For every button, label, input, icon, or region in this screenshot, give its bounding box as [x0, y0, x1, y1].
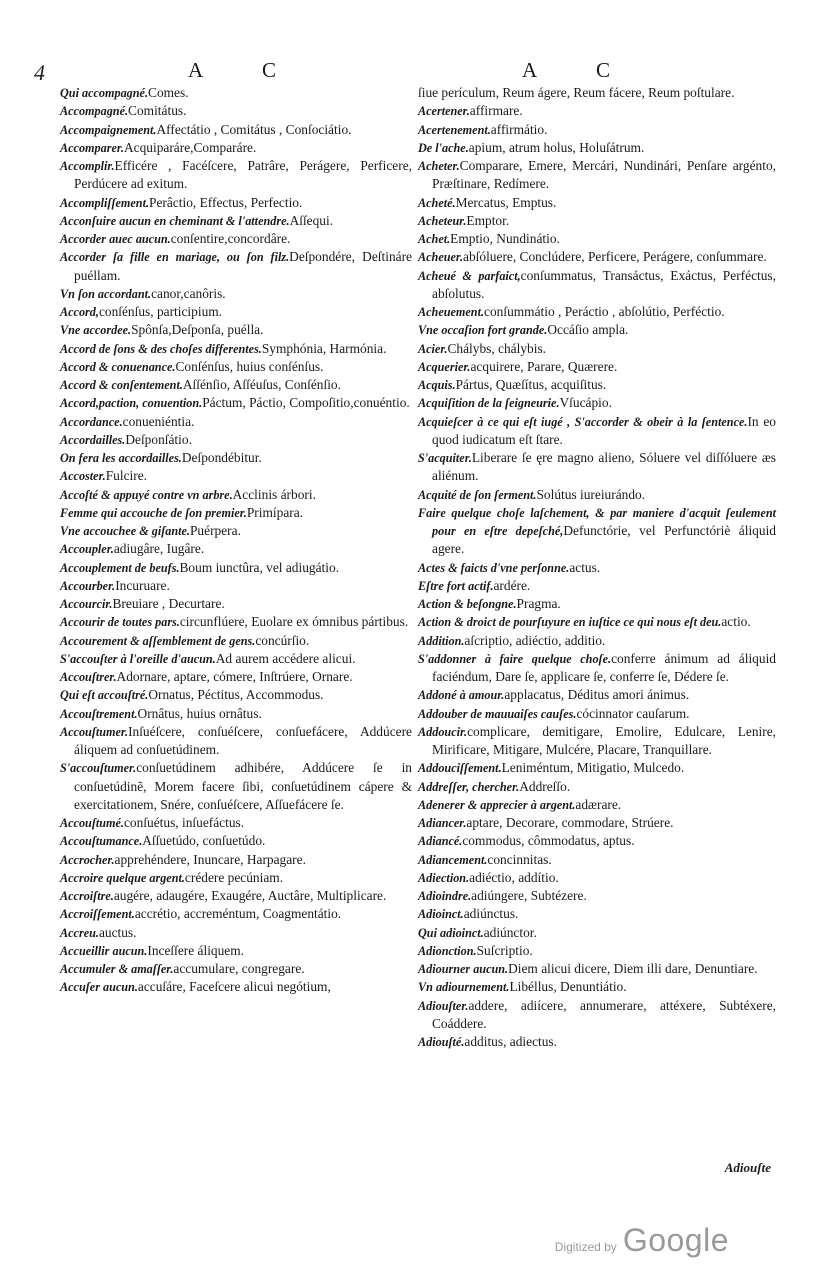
dictionary-entry	[60, 686, 412, 704]
entry-translation: aptare, Decorare, commodare, Strúere.	[466, 815, 674, 830]
dictionary-entry	[418, 121, 776, 139]
dictionary-entry	[60, 504, 412, 522]
entry-translation: conſuetúdinem adhibére, Addúcere ſe in conſuetúdinẽ, Morem facere ſibi, conſuetúdinem cápere & exercitationem, Snére, conſuéſcere, Aſſuefácere ſe.	[74, 760, 412, 812]
dictionary-entry	[60, 759, 412, 814]
entry-headword: Accordailles.	[60, 432, 126, 447]
entry-headword: Femme qui accouche de ſon premier.	[60, 505, 247, 520]
dictionary-entry	[418, 230, 776, 248]
dictionary-entry	[418, 960, 776, 978]
entry-translation: Comparare, Emere, Mercári, Nundinári, Penſare argénto, Præſtinare, Redímere.	[432, 158, 776, 192]
header-letter-left-a: A	[188, 58, 205, 82]
header-letter-right-c: C	[596, 58, 612, 82]
dictionary-entry	[60, 978, 412, 996]
entry-translation: Incuruare.	[115, 577, 170, 593]
entry-translation: In eo quod iudicatum eſt ſtare.	[432, 413, 776, 447]
dictionary-entry	[418, 632, 776, 650]
entry-translation: Defunctórie, vel Perfunctóriè áliquid agere.	[432, 523, 776, 557]
entry-translation: Primípara.	[246, 504, 304, 520]
dictionary-entry	[60, 303, 412, 321]
dictionary-entry	[418, 595, 776, 613]
entry-translation: Adornare, aptare, cómere, Inſtrúere, Ornare.	[116, 669, 353, 684]
dictionary-entry	[60, 869, 412, 887]
entry-headword: Accord de ſons & des choſes differentes.	[60, 341, 262, 356]
entry-translation: conſummátio , Peráctio , abſolútio, Perféctio.	[484, 304, 725, 319]
dictionary-entry	[60, 632, 412, 650]
dictionary-entry	[60, 212, 412, 230]
entry-headword: Acquieſcer à ce qui eſt iugé , S'accorder & obeir à la ſentence.	[418, 414, 748, 429]
entry-translation: Spônſa,Deſponſa, puélla.	[131, 322, 264, 338]
entry-headword: Accoſté & appuyé contre vn arbre.	[60, 487, 233, 502]
entry-translation: conſentire,concordâre.	[170, 231, 291, 246]
entry-headword: Accouſtrement.	[60, 706, 138, 721]
entry-headword: Accouſtrer.	[60, 670, 117, 684]
entry-headword: Accrocher.	[60, 852, 115, 867]
entry-headword: Accumuler & amaſſer.	[60, 962, 174, 976]
dictionary-entry	[60, 467, 412, 485]
entry-headword: On fera les accordailles.	[60, 451, 182, 465]
entry-translation: canor,canôris.	[151, 285, 226, 301]
entry-headword: Acheué & parfaict,	[418, 268, 521, 283]
dictionary-entry	[60, 413, 412, 431]
entry-translation: apium, atrum holus, Holuſátrum.	[468, 139, 645, 155]
entry-headword: Adioindre.	[418, 889, 472, 903]
entry-headword: Adiection.	[418, 870, 470, 885]
entry-headword: Vne accordee.	[60, 323, 132, 338]
dictionary-entry	[60, 522, 412, 540]
dictionary-entry	[60, 814, 412, 832]
dictionary-entry	[60, 285, 412, 303]
entry-translation: Ornatus, Péctitus, Accommodus.	[148, 687, 324, 703]
dictionary-entry	[418, 413, 776, 450]
dictionary-entry	[418, 248, 776, 266]
dictionary-entry	[418, 832, 776, 850]
entry-headword: Adiouſter.	[418, 998, 469, 1013]
dictionary-entry	[60, 139, 412, 157]
dictionary-entry	[418, 686, 776, 704]
entry-headword: Accuſer aucun.	[60, 980, 138, 995]
entry-translation: Chálybs, chálybis.	[447, 340, 547, 356]
entry-headword: Action & droict de pourſuyure en iuſtice ce qui nous eſt deu.	[418, 615, 722, 630]
entry-headword: Accord,	[60, 305, 99, 319]
entry-headword: Accourcir.	[60, 597, 113, 611]
dictionary-entry	[60, 650, 412, 668]
entry-translation: accuſáre, Faceſcere alicui negótium,	[137, 979, 331, 995]
dictionary-entry	[418, 449, 776, 486]
dictionary-entry	[418, 814, 776, 832]
entry-headword: Addoné à amour.	[418, 688, 505, 703]
dictionary-entry	[418, 102, 776, 120]
dictionary-entry	[418, 759, 776, 777]
entry-headword: Accompaignement.	[60, 122, 157, 137]
right-column	[418, 84, 776, 1051]
entry-headword: Acier.	[418, 341, 448, 356]
entry-headword: Acquis.	[418, 378, 456, 392]
dictionary-entry	[418, 376, 776, 394]
entry-translation: Boum iunctûra, vel adiugátio.	[179, 559, 340, 575]
entry-translation: Deſpondébitur.	[181, 450, 262, 465]
dictionary-entry	[60, 102, 412, 120]
dictionary-entry	[418, 212, 776, 230]
entry-headword: Accomparer.	[60, 140, 124, 155]
dictionary-entry	[418, 157, 776, 194]
entry-translation: apprehéndere, Inuncare, Harpagare.	[114, 851, 306, 867]
dictionary-entry	[418, 84, 776, 102]
dictionary-entry	[60, 358, 412, 376]
entry-headword: Adionction.	[418, 943, 477, 958]
entry-translation: adiúnctus.	[463, 906, 519, 922]
entry-translation: Ornâtus, huius ornâtus.	[137, 705, 262, 721]
entry-headword: Adiancer.	[418, 816, 467, 830]
entry-headword: De l'ache.	[418, 140, 469, 155]
entry-headword: Vn ſon accordant.	[60, 286, 152, 301]
watermark-prefix: Digitized by	[554, 1240, 617, 1254]
dictionary-entry	[60, 942, 412, 960]
entry-headword: Acertener.	[418, 104, 470, 119]
dictionary-entry	[418, 887, 776, 905]
entry-headword: Adioinct.	[418, 907, 464, 922]
dictionary-entry	[418, 613, 776, 631]
dictionary-entry	[418, 905, 776, 923]
entry-translation: Suſcriptio.	[476, 942, 533, 958]
page-number: 4	[34, 60, 45, 85]
dictionary-entry	[418, 978, 776, 996]
dictionary-entry	[60, 668, 412, 686]
entry-headword: Accoupler.	[60, 542, 114, 557]
entry-translation: Occáſio ampla.	[547, 322, 629, 338]
entry-translation: actus.	[569, 559, 601, 575]
entry-headword: Achet.	[418, 232, 451, 246]
entry-headword: Addoucir.	[418, 724, 468, 739]
entry-translation: conferre ánimum ad áliquid faciéndum, Dare ſe, applicare ſe, conferre ſe, Dédere ſe.	[432, 650, 776, 684]
entry-translation: Puérpera.	[189, 523, 241, 538]
entry-headword: Vne occaſion fort grande.	[418, 323, 548, 338]
dictionary-entry	[418, 869, 776, 887]
dictionary-entry	[418, 340, 776, 358]
entry-translation: abſóluere, Conclúdere, Perficere, Perágere, conſummare.	[463, 249, 767, 265]
entry-translation: concúrſio.	[255, 632, 310, 648]
entry-translation: circunflúere, Euolare ex ómnibus pártibus.	[179, 614, 409, 630]
entry-headword: Accorder ſa fille en mariage, ou ſon filz.	[60, 250, 290, 265]
entry-headword: Acertenement.	[418, 122, 491, 137]
entry-translation: Inſuéſcere, conſuéſcere, conſuefácere, Addúcere áliquem ad conſuetúdinem.	[74, 723, 412, 757]
entry-headword: Accouſtumer.	[60, 724, 129, 739]
entry-translation: Aſſequi.	[289, 212, 334, 228]
entry-headword: Accueillir aucun.	[60, 943, 148, 958]
entry-headword: Adiancé.	[418, 834, 463, 849]
dictionary-entry	[60, 376, 412, 394]
dictionary-entry	[418, 504, 776, 559]
entry-headword: Accomplir.	[60, 159, 115, 173]
dictionary-entry	[418, 139, 776, 157]
dictionary-entry	[60, 577, 412, 595]
entry-translation: Solútus iureiurándo.	[536, 486, 646, 502]
entry-translation: accrétio, accreméntum, Coagmentátio.	[134, 906, 342, 922]
dictionary-entry	[60, 832, 412, 850]
entry-headword: Accompliſſement.	[60, 195, 150, 210]
entry-headword: Addouber de mauuaiſes cauſes.	[418, 706, 577, 721]
dictionary-entry	[60, 121, 412, 139]
entry-translation: commodus, cômmodatus, aptus.	[462, 833, 635, 849]
entry-headword: Accouſtumance.	[60, 834, 143, 849]
dictionary-entry	[60, 84, 412, 102]
entry-translation: Emptio, Nundinátio.	[450, 231, 560, 246]
entry-headword: Actes & faicts d'vne perſonne.	[418, 560, 570, 575]
dictionary-entry	[418, 851, 776, 869]
entry-headword: Accord & conſentement.	[60, 378, 183, 392]
entry-translation: conſuétus, inſuefáctus.	[123, 815, 245, 830]
entry-translation: Perâctio, Effectus, Perfectio.	[149, 194, 303, 210]
entry-headword: Adiouſté.	[418, 1035, 465, 1049]
entry-translation: ardére.	[493, 577, 531, 593]
entry-translation: applacatus, Déditus amori ánimus.	[504, 687, 690, 703]
entry-headword: Action & beſongne.	[418, 597, 517, 611]
dictionary-entry	[418, 194, 776, 212]
dictionary-entry	[60, 340, 412, 358]
entry-headword: S'accouſter à l'oreille d'aucun.	[60, 651, 216, 666]
entry-translation: Páctum, Páctio, Compoſitio,conuéntio.	[202, 395, 410, 411]
entry-headword: Accord & conuenance.	[60, 359, 176, 374]
entry-headword: Acconſuire aucun en cheminant & l'attendre.	[60, 213, 290, 228]
entry-translation: affirmare.	[469, 103, 523, 119]
entry-headword: Addition.	[418, 633, 465, 648]
entry-translation: Comes.	[148, 85, 189, 100]
entry-headword: Accord,paction, conuention.	[60, 396, 203, 411]
entry-translation: Symphónia, Harmónia.	[261, 340, 387, 356]
entry-translation: Pragma.	[516, 596, 561, 611]
entry-headword: Addouciſſement.	[418, 761, 502, 776]
entry-translation: Liberare ſe ęre magno alieno, Sóluere vel diſſóluere æs aliénum.	[432, 450, 776, 484]
entry-translation: Diem alicui dicere, Diem illi dare, Denuntiare.	[508, 961, 758, 976]
dictionary-entry	[60, 194, 412, 212]
entry-headword: S'addonner à faire quelque choſe.	[418, 651, 612, 666]
entry-headword: Acheuer.	[418, 250, 464, 265]
dictionary-entry	[60, 157, 412, 194]
entry-translation: Fulcire.	[105, 468, 147, 484]
dictionary-entry	[60, 431, 412, 449]
entry-translation: adiéctio, addítio.	[469, 869, 559, 885]
entry-headword: S'accouſtumer.	[60, 761, 137, 776]
entry-headword: Acquiſition de la ſeigneurie.	[418, 396, 560, 411]
entry-translation: adærare.	[575, 796, 622, 812]
entry-headword: Acquité de ſon ſerment.	[418, 487, 537, 502]
entry-translation: Addreſſo.	[519, 778, 571, 794]
entry-translation: Ad aurem accédere alicui.	[215, 650, 356, 666]
dictionary-entry	[60, 960, 412, 978]
entry-headword: Acheuement.	[418, 305, 485, 319]
entry-translation: conſénſus, participium.	[98, 304, 223, 319]
dictionary-entry	[418, 1033, 776, 1051]
entry-translation: Aſſénſio, Aſſéuſus, Conſénſio.	[182, 377, 341, 392]
dictionary-entry	[418, 577, 776, 595]
dictionary-entry	[418, 924, 776, 942]
header-letter-right-a: A	[522, 58, 539, 82]
entry-translation: accumulare, congregare.	[173, 961, 305, 976]
entry-headword: Qui accompagné.	[60, 86, 149, 100]
entry-headword: Accompagné.	[60, 104, 129, 119]
dictionary-entry	[418, 303, 776, 321]
dictionary-entry	[418, 705, 776, 723]
entry-headword: Accoster.	[60, 469, 106, 484]
entry-headword: Adenerer & apprecier à argent.	[418, 797, 576, 812]
dictionary-entry	[418, 796, 776, 814]
entry-headword: Accouplement de beufs.	[60, 560, 180, 575]
google-logo: Google	[622, 1222, 729, 1258]
entry-translation: Acquiparáre,Comparáre.	[123, 139, 257, 155]
entry-translation: acquirere, Parare, Quærere.	[470, 358, 618, 374]
dictionary-entry	[60, 887, 412, 905]
entry-headword: Accordance.	[60, 414, 123, 429]
entry-translation: auctus.	[98, 924, 137, 940]
entry-translation: Efficére , Facéſcere, Patrâre, Perágere, Perficere, Perdúcere ad exitum.	[74, 158, 412, 192]
entry-translation: Acclinis árbori.	[232, 486, 316, 502]
entry-translation: complicare, demitigare, Emolire, Edulcare, Lenire, Mirificare, Mitigare, Mulcére, Placare, Tranquillare.	[432, 723, 776, 757]
dictionary-entry	[60, 394, 412, 412]
dictionary-entry	[418, 267, 776, 304]
dictionary-entry	[60, 559, 412, 577]
entry-headword: Vne accouchee & giſante.	[60, 524, 190, 538]
entry-translation: Deſponſátio.	[125, 431, 192, 447]
dictionary-entry	[418, 650, 776, 687]
entry-headword: Accouſtumé.	[60, 816, 124, 830]
entry-translation: concinnitas.	[487, 851, 552, 867]
entry-translation: Comitátus.	[128, 103, 187, 119]
entry-translation: Emptor.	[466, 212, 510, 228]
dictionary-entry	[418, 486, 776, 504]
entry-headword: Acheter.	[418, 159, 460, 173]
entry-translation: augére, adaugére, Exaugére, Auctâre, Multiplicare.	[113, 888, 387, 903]
entry-translation: adiúngere, Subtézere.	[471, 888, 587, 903]
entry-translation: adiugâre, Iugâre.	[113, 541, 205, 557]
entry-headword: Accroiſſement.	[60, 907, 135, 922]
entry-headword: Accourement & aſſemblement de gens.	[60, 633, 256, 648]
entry-translation: conſummatus, Transáctus, Exáctus, Perféctus, abſolutus.	[432, 267, 776, 301]
dictionary-entry	[60, 540, 412, 558]
entry-translation: Mercatus, Emptus.	[455, 194, 557, 210]
entry-translation: adiúnctor.	[483, 924, 537, 940]
dictionary-entry	[60, 905, 412, 923]
dictionary-entry	[60, 321, 412, 339]
dictionary-entry	[60, 705, 412, 723]
entry-headword: Eſtre fort actif.	[418, 578, 494, 593]
dictionary-entry	[418, 942, 776, 960]
dictionary-entry	[60, 924, 412, 942]
entry-headword: Qui adioinct.	[418, 925, 484, 940]
dictionary-entry	[60, 595, 412, 613]
entry-translation: conueniéntia.	[122, 413, 195, 429]
entry-translation: actio.	[721, 614, 751, 630]
entry-translation: Aſſuetúdo, conſuetúdo.	[142, 833, 266, 849]
entry-translation: Breuiare , Decurtare.	[112, 596, 225, 611]
header-letter-left-c: C	[262, 58, 278, 82]
digitized-by-google-watermark	[555, 1222, 729, 1259]
dictionary-entry	[418, 723, 776, 760]
entry-headword: Accreu.	[60, 925, 99, 940]
entry-translation: affirmátio.	[490, 121, 548, 137]
dictionary-entry	[60, 230, 412, 248]
entry-translation: crédere pecúniam.	[184, 869, 284, 885]
entry-headword: Acheteur.	[418, 213, 467, 228]
dictionary-entry	[60, 449, 412, 467]
entry-translation: Leniméntum, Mitigatio, Mulcedo.	[501, 760, 685, 776]
dictionary-entry	[418, 394, 776, 412]
dictionary-entry	[60, 486, 412, 504]
dictionary-entry	[60, 248, 412, 285]
entry-headword: Adiancement.	[418, 852, 488, 867]
entry-headword: Acheté.	[418, 195, 456, 210]
entry-translation: ſiue perículum, Reum ágere, Reum fácere, Reum poſtulare.	[418, 85, 735, 100]
entry-headword: Accourir de toutes pars.	[60, 615, 180, 630]
entry-headword: Acquerier.	[418, 359, 471, 374]
entry-headword: Qui eſt accouſtré.	[60, 688, 149, 703]
entry-translation: addere, adiícere, annumerare, attéxere, Subtéxere, Coáddere.	[432, 997, 776, 1031]
dictionary-entry	[418, 997, 776, 1034]
entry-translation: Pártus, Quæſítus, acquiſitus.	[455, 377, 607, 392]
entry-headword: Vn adiournement.	[418, 980, 510, 995]
entry-translation: aſcriptio, adiéctio, additio.	[464, 632, 606, 648]
entry-headword: Accourber.	[60, 578, 116, 593]
entry-translation: cócinnator cauſarum.	[576, 705, 690, 721]
entry-translation: Vſucápio.	[559, 395, 612, 411]
entry-headword: Accorder auec aucun.	[60, 232, 171, 246]
entry-translation: Libéllus, Denuntiátio.	[509, 979, 627, 995]
entry-headword: Accroiſtre.	[60, 889, 114, 903]
dictionary-entry	[418, 321, 776, 339]
entry-translation: Inceſſere áliquem.	[147, 942, 245, 958]
dictionary-entry	[418, 778, 776, 796]
dictionary-entry	[418, 358, 776, 376]
entry-translation: Deſpondére, Deſtináre puéllam.	[74, 249, 412, 283]
entry-translation: Conſénſus, huius conſénſus.	[175, 358, 324, 374]
entry-translation: additus, adiectus.	[464, 1034, 557, 1049]
dictionary-entry	[418, 559, 776, 577]
left-column	[60, 84, 412, 997]
catchword: Adiouſte	[724, 1160, 771, 1175]
entry-headword: Addreſſer, chercher.	[418, 779, 520, 794]
entry-headword: Faire quelque choſe laſchement, & par maniere d'acquit ſeulement pour en eſtre depeſché,	[418, 505, 776, 538]
dictionary-entry	[60, 723, 412, 760]
dictionary-entry	[60, 851, 412, 869]
entry-headword: S'acquiter.	[418, 451, 472, 465]
entry-translation: Affectátio , Comitátus , Conſociátio.	[156, 121, 352, 137]
entry-headword: Adiourner aucun.	[418, 962, 509, 976]
dictionary-entry	[60, 613, 412, 631]
entry-headword: Accroire quelque argent.	[60, 870, 185, 885]
